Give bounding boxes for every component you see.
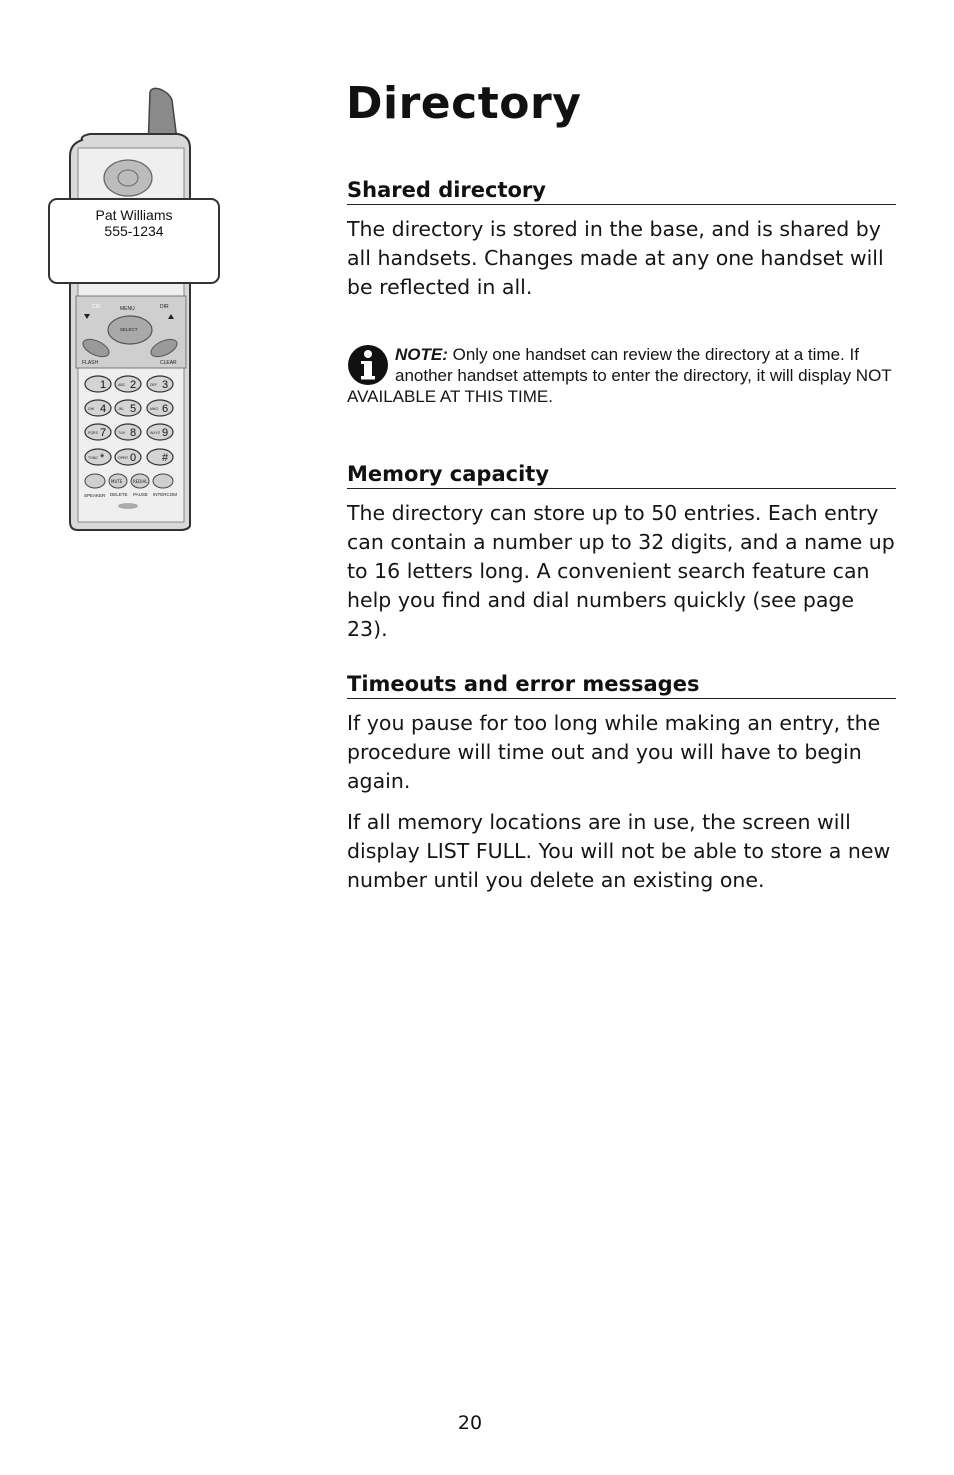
section-heading: Timeouts and error messages [347,672,896,699]
key-digit: 9 [162,427,169,439]
section-body: The directory is stored in the base, and is shared by all handsets. Changes made at any one handset will be reflected in all. [347,217,884,299]
page-number: 20 [457,1412,483,1434]
key-letters: MNO [150,407,159,411]
key-letters: WXYZ [150,431,161,435]
key-letters: TUV [118,431,125,435]
section-heading: Shared directory [347,178,896,205]
display-number: 555-1234 [104,223,164,239]
dir-label: DIR [160,304,169,310]
key-digit: 0 [130,452,137,464]
handset-display [48,198,220,284]
key-letters: GHI [88,407,95,411]
key-letters: JKL [118,407,125,411]
key-letters: OPER [118,456,128,460]
key-pound-button [147,449,173,465]
microphone-icon [118,503,138,509]
svg-text:PAUSE: PAUSE [133,492,148,497]
svg-text:REDIAL: REDIAL [133,479,148,484]
speaker-button [85,474,105,488]
svg-text:DELETE: DELETE [110,492,128,497]
key-digit: 6 [162,403,169,415]
key-digit: 3 [162,379,169,391]
key-letters: ABC [118,383,126,387]
key-digit: 4 [100,403,107,415]
key-digit: * [100,452,105,464]
note-box [347,344,896,407]
note-label: NOTE: [395,345,448,364]
handset-illustration [40,86,240,536]
display-name: Pat Williams [95,207,173,223]
section-body: If all memory locations are in use, the screen will display LIST FULL. You will not be able to store a new number until you delete an existing one. [347,810,891,892]
page-title: Directory [346,78,582,129]
key-1-button [85,376,111,392]
section-body: If you pause for too long while making an entry, the procedure will time out and you will have to begin again. [347,711,881,793]
earpiece-icon [104,160,152,196]
key-letters: DEF [150,383,157,387]
svg-text:SPEAKER: SPEAKER [84,493,106,498]
key-digit: 1 [100,379,107,391]
key-letters: TONE [88,456,98,460]
intercom-button [153,474,173,488]
key-digit: 5 [130,403,137,415]
memory-capacity-section [347,462,896,644]
key-digit: 8 [130,427,137,439]
section-heading: Memory capacity [347,462,896,489]
svg-text:FLASH: FLASH [82,360,99,366]
note-text: Only one handset can review the directory at a time. If another handset attempts to enter the directory, it will display NOT AVAILABLE AT THIS TIME. [347,345,892,406]
timeouts-section [347,672,896,895]
svg-text:INTERCOM: INTERCOM [153,492,177,497]
menu-label: MENU [120,306,135,312]
svg-text:SELECT: SELECT [120,327,138,332]
key-digit: 7 [100,427,107,439]
key-digit: # [162,452,169,464]
svg-text:CLEAR: CLEAR [160,360,177,366]
shared-directory-section [347,178,896,302]
svg-text:MUTE: MUTE [111,479,123,484]
key-letters: PQRS [88,431,98,435]
key-digit: 2 [130,379,137,391]
info-icon [347,344,389,386]
section-body: The directory can store up to 50 entries. Each entry can contain a number up to 32 digits, and a name up to 16 letters long. A convenient search feature can help you find and dial numbers quickly (see page 23). [347,501,895,641]
cid-label: CID [92,304,101,310]
